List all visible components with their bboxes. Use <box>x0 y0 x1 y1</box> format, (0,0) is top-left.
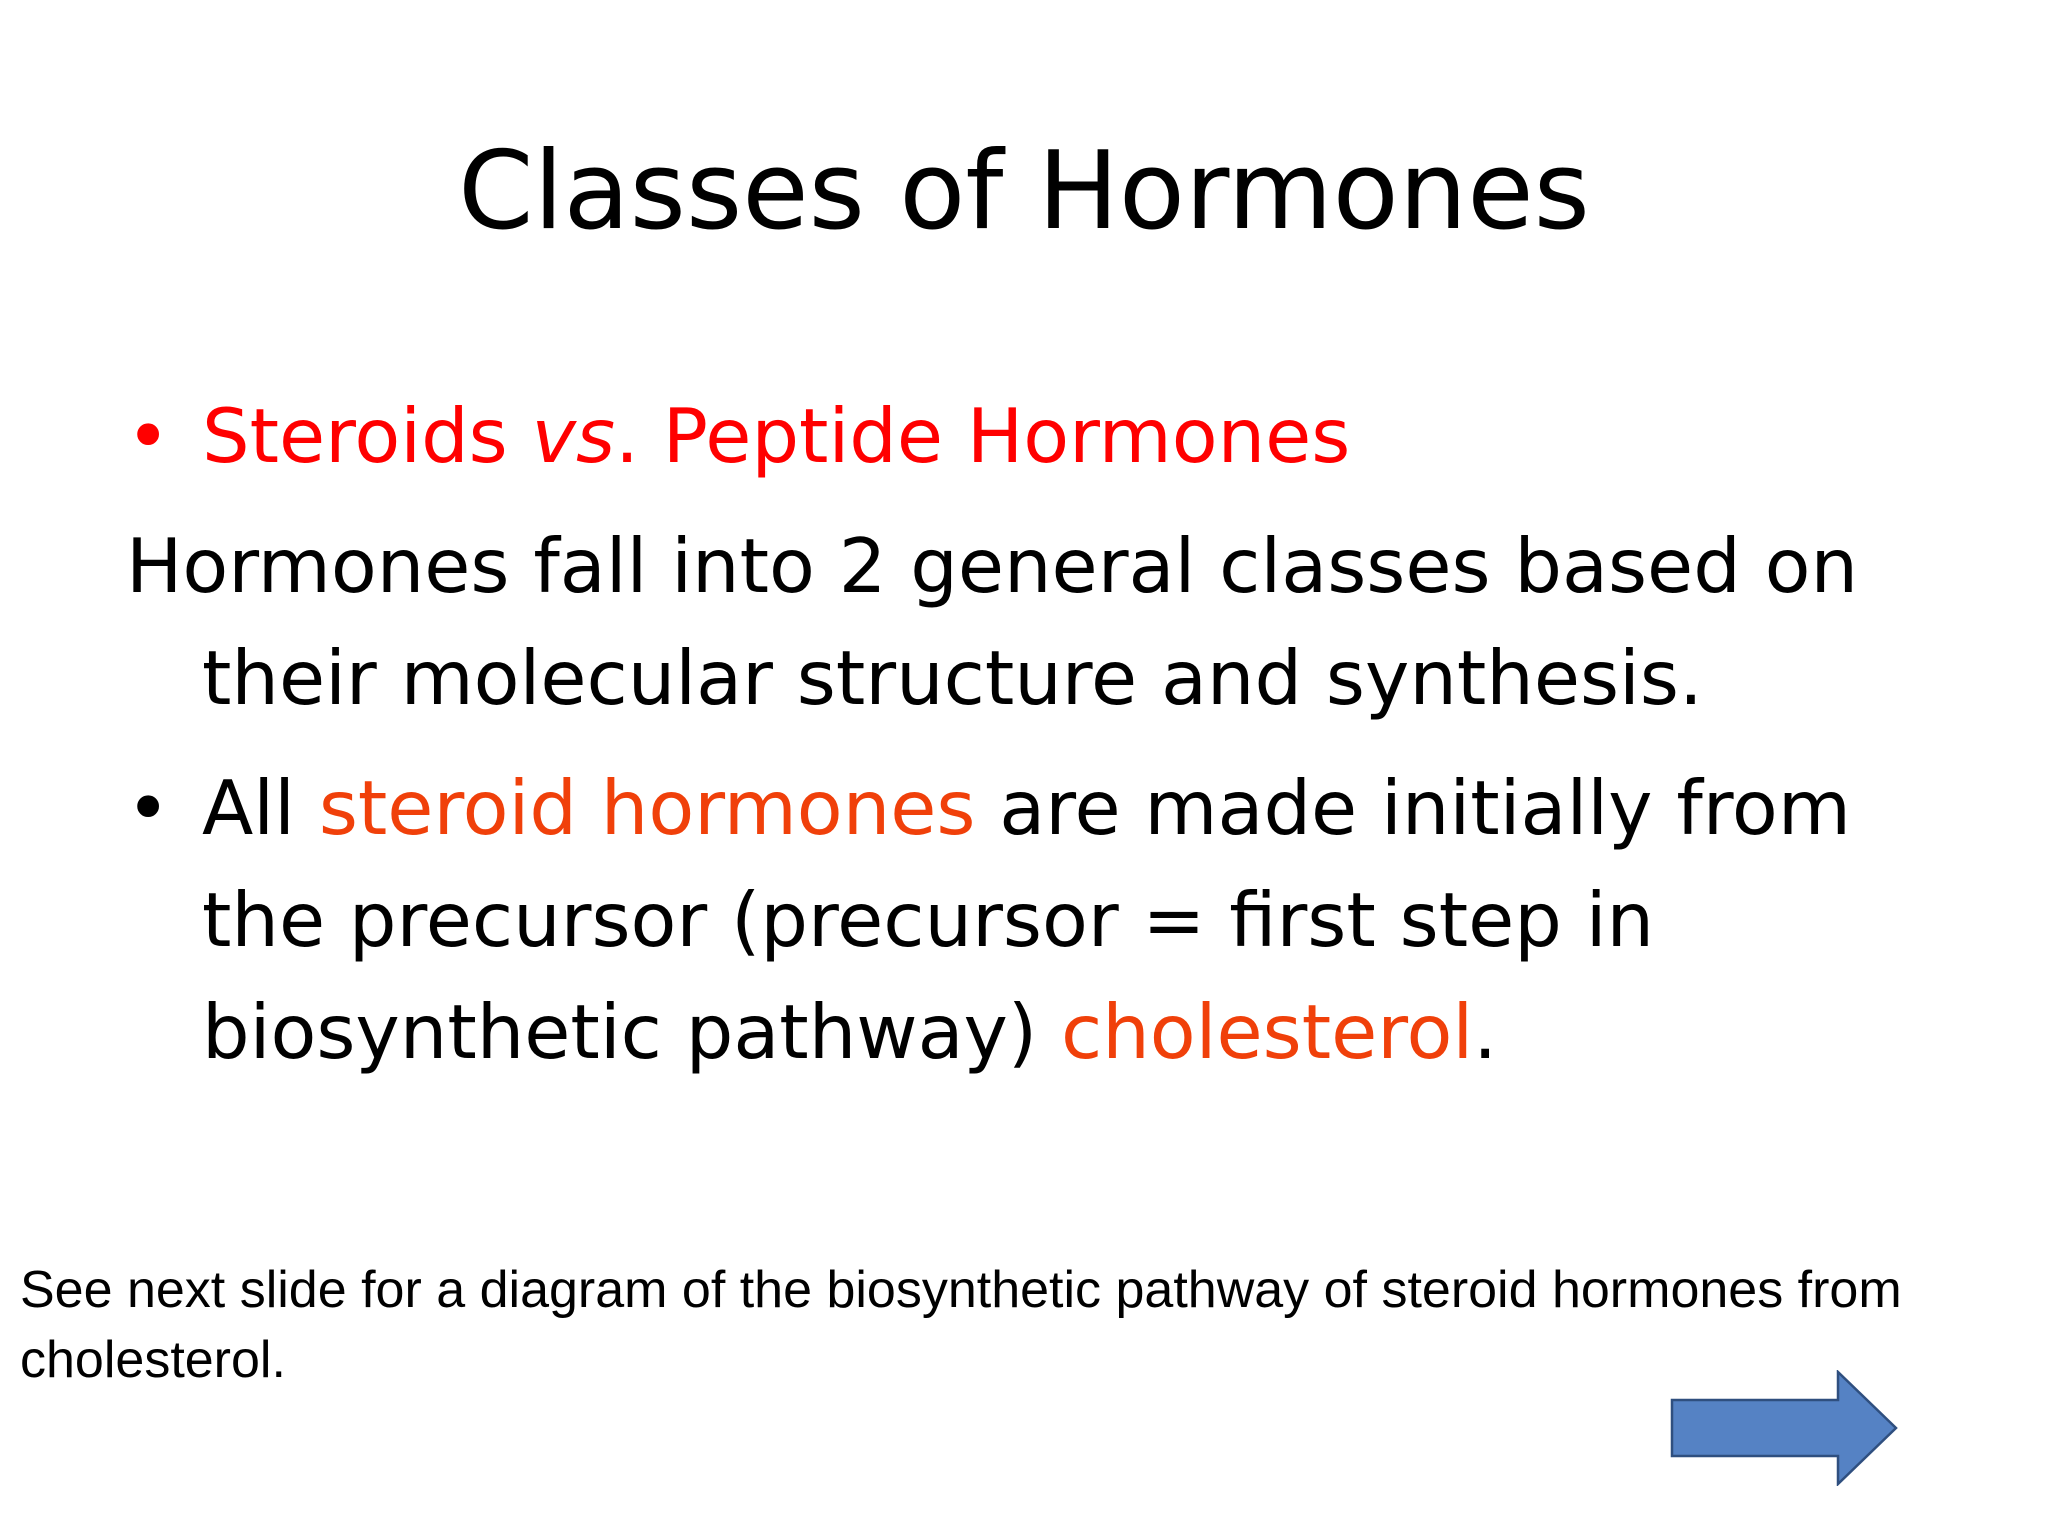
bullet2-lead: All <box>202 764 319 852</box>
bullet-icon: • <box>126 764 171 852</box>
next-slide-arrow-shape[interactable] <box>1672 1372 1896 1484</box>
paragraph-line-1: Hormones fall into 2 general classes based on <box>126 522 1859 610</box>
paragraph-general-classes <box>126 510 1926 734</box>
bullet2-line-1 <box>126 752 1926 864</box>
bullet1-text-part3: . Peptide Hormones <box>615 392 1351 480</box>
bullet2-rest: are made initially from <box>975 764 1851 852</box>
footnote-next-slide: See next slide for a diagram of the biosynthetic pathway of steroid hormones from cholesterol. <box>20 1261 1902 1389</box>
bullet-icon: • <box>126 392 171 480</box>
paragraph-line-2: their molecular structure and synthesis. <box>202 634 1703 722</box>
bullet1-text-part1: Steroids <box>202 392 532 480</box>
highlight-steroid-hormones: steroid hormones <box>318 764 976 852</box>
bullet2-line-3 <box>126 976 1926 1088</box>
bullet2-period: . <box>1473 988 1498 1076</box>
bullet2-line-2: the precursor (precursor = first step in <box>202 876 1655 964</box>
slide-title: Classes of Hormones <box>458 129 1590 254</box>
highlight-cholesterol: cholesterol <box>1061 988 1474 1076</box>
slide-body <box>126 380 1926 1088</box>
bullet2-line3-start: biosynthetic pathway) <box>202 988 1062 1076</box>
right-arrow-icon[interactable] <box>1670 1370 1900 1486</box>
bullet1-italic-vs: vs <box>531 392 616 480</box>
bullet-steroids-vs-peptides <box>126 380 1926 492</box>
bullet-steroid-precursor <box>126 752 1926 1088</box>
